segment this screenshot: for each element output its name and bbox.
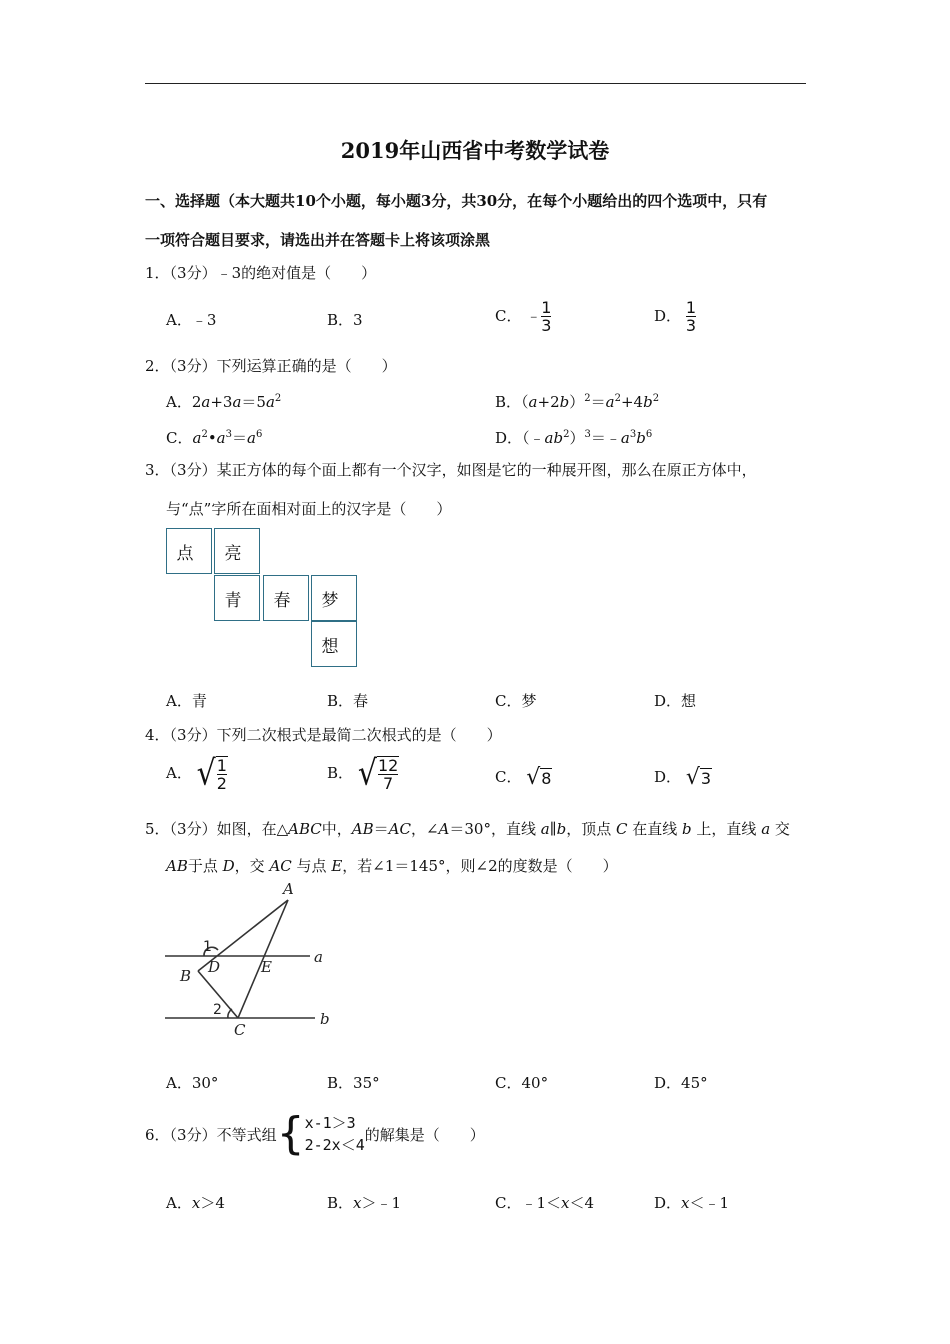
question-5-stem-line1: 5．（3分）如图，在△ABC中，AB＝AC，∠A＝30°，直线 a∥b，顶点 C 在直线 b 上，直线 a 交 xyxy=(145,820,790,838)
net-cell-meng: 梦 xyxy=(311,575,357,621)
net-cell-dian: 点 xyxy=(166,528,212,574)
sqrt-radical: √ 3 xyxy=(685,765,712,790)
q2-option-a: A．$2a+3a=5a^2$ xyxy=(166,393,282,411)
q5-option-c: C．40° xyxy=(495,1074,549,1092)
label-a-vertex: A xyxy=(283,880,294,898)
q4-option-b: B． √ $\frac{12}{7}$ xyxy=(327,753,399,794)
q1-option-d-label: D． xyxy=(654,306,682,325)
triangle-parallel-lines-figure xyxy=(160,878,340,1040)
q1-option-a: A．﹣3 xyxy=(166,311,217,329)
q2-option-c: C．$a^2•a^3=a^6$ xyxy=(166,429,263,447)
question-3-stem-line1: 3．（3分）某正方体的每个面上都有一个汉字，如图是它的一种展开图，那么在原正方体中， xyxy=(145,461,757,479)
inequality-1: x-1＞3 xyxy=(304,1114,356,1132)
inequality-system xyxy=(305,1112,365,1156)
sqrt-radical: √ 8 xyxy=(526,765,552,790)
q6-option-b: B．x＞﹣1 xyxy=(327,1194,402,1212)
question-5-stem-line2: AB于点 D，交 AC 与点 E，若∠1＝145°，则∠2的度数是（ ） xyxy=(166,857,618,875)
q5-option-b: B．35° xyxy=(327,1074,380,1092)
question-4-stem: 4．（3分）下列二次根式是最简二次根式的是（ ） xyxy=(145,726,502,744)
section-heading-line2: 一项符合题目要求，请选出并在答题卡上将该项涂黑 xyxy=(145,231,491,249)
label-line-b: b xyxy=(320,1010,330,1028)
label-angle-1: 1 xyxy=(203,939,212,955)
q4-option-d: D． √ 3 xyxy=(654,765,712,790)
q1-option-c-fraction xyxy=(541,299,551,334)
q1-option-c-label: C． xyxy=(495,306,522,325)
fraction-denominator: 3 xyxy=(685,316,696,335)
q1-option-c xyxy=(495,299,551,334)
net-cell-qing: 青 xyxy=(214,575,260,621)
label-angle-2: 2 xyxy=(213,1002,222,1018)
inequality-2: 2-2x＜4 xyxy=(304,1136,365,1154)
q6-option-c: C．﹣1＜x＜4 xyxy=(495,1194,595,1212)
fraction-numerator: 1 xyxy=(541,298,552,317)
q1-option-d-fraction xyxy=(686,299,696,334)
net-cell-xiang: 想 xyxy=(311,621,357,667)
q2-option-d: D．$(﹣ab^2)^3=﹣a^3b^6$ xyxy=(495,429,653,447)
question-6-stem: 6．（3分）不等式组 { x-1＞3 2-2x＜4 的解集是（ ） xyxy=(145,1108,485,1159)
section-heading-line1: 一、选择题（本大题共10个小题，每小题3分，共30分，在每个小题给出的四个选项中，只有 xyxy=(145,192,768,210)
q4-option-c: C． √ 8 xyxy=(495,765,552,790)
sqrt-fraction: √ $\frac{1}{2}$ xyxy=(196,753,227,794)
question-2-stem: 2．（3分）下列运算正确的是（ ） xyxy=(145,357,397,375)
system-brace: { xyxy=(276,1108,305,1159)
label-b-vertex: B xyxy=(180,967,192,985)
net-cell-liang: 亮 xyxy=(214,528,260,574)
q6-option-a: A．x＞4 xyxy=(166,1194,225,1212)
q6-option-d: D．x＜﹣1 xyxy=(654,1194,730,1212)
q3-option-d: D．想 xyxy=(654,692,697,710)
sqrt-fraction: √ $\frac{12}{7}$ xyxy=(357,753,399,794)
q1-option-b: B．3 xyxy=(327,311,363,329)
cube-net-figure xyxy=(166,528,359,667)
q3-option-b: B．春 xyxy=(327,692,369,710)
label-c-vertex: C xyxy=(234,1021,246,1039)
label-e-point: E xyxy=(261,958,272,976)
net-cell-chun: 春 xyxy=(263,575,309,621)
q5-option-a: A．30° xyxy=(166,1074,219,1092)
fraction-denominator: 3 xyxy=(541,316,552,335)
angle-2-arc xyxy=(228,1009,232,1018)
q3-option-c: C．梦 xyxy=(495,692,537,710)
label-line-a: a xyxy=(314,948,323,966)
fraction-numerator: 1 xyxy=(685,298,696,317)
q1-option-d xyxy=(654,299,696,334)
q2-option-b: B．$(a+2b)^2=a^2+4b^2$ xyxy=(495,393,660,411)
label-d-point: D xyxy=(208,958,221,976)
header-rule xyxy=(145,83,806,84)
q1-option-c-sign: ﹣ xyxy=(526,306,542,325)
page-title: 2019年山西省中考数学试卷 xyxy=(340,138,610,163)
q3-option-a: A．青 xyxy=(166,692,207,710)
question-1-stem: 1．（3分）﹣3的绝对值是（ ） xyxy=(145,264,377,282)
question-3-stem-line2: 与“点”字所在面相对面上的汉字是（ ） xyxy=(166,500,452,518)
q4-option-a: A． √ $\frac{1}{2}$ xyxy=(166,753,227,794)
q5-option-d: D．45° xyxy=(654,1074,708,1092)
